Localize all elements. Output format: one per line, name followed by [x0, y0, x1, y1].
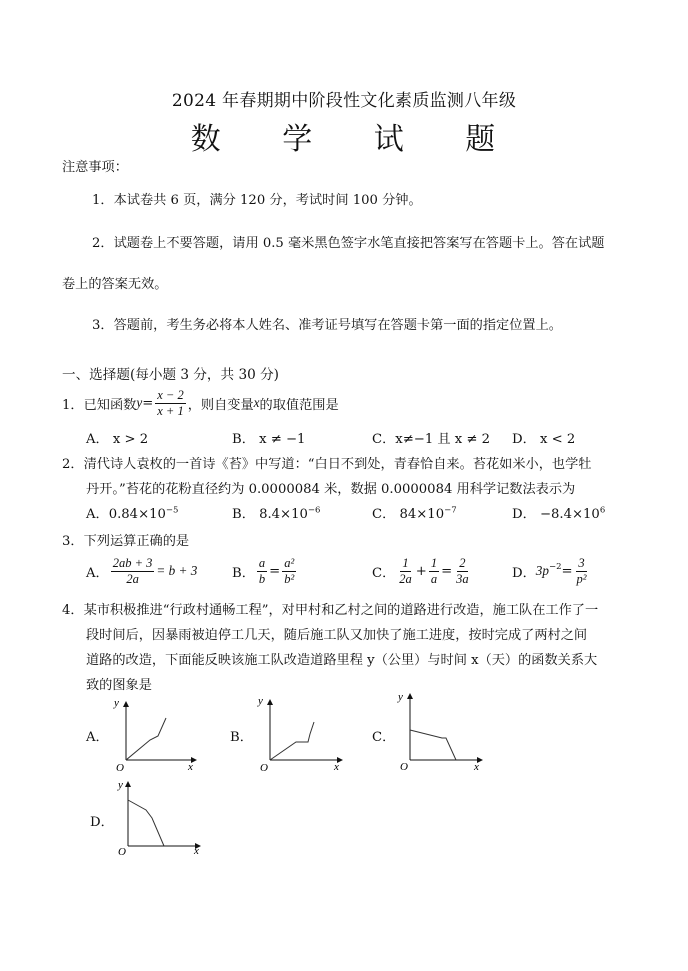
function-curve — [128, 800, 164, 846]
question-1-option-c: C．x≠−1 且 x ≠ 2 — [372, 432, 491, 447]
notice-heading: 注意事项： — [62, 160, 128, 175]
graph-d — [112, 778, 204, 858]
question-2-line-2: 丹开。”苔花的花粉直径约为 0.0000084 米，数据 0.0000084 用科学记数法表示为 — [86, 482, 576, 497]
function-curve — [126, 718, 166, 760]
graph-a-label: A． — [86, 730, 109, 745]
question-1-option-b: B． x ≠ −1 — [232, 432, 306, 447]
question-2-line-1: 2．清代诗人袁枚的一首诗《苔》中写道：“白日不到处，青春恰自来。苔花如米小，也学牡 — [62, 457, 592, 472]
fraction-denominator: x + 1 — [157, 403, 184, 418]
question-2-option-c: C． $84\times 10^{-7}$ — [372, 505, 457, 522]
y-axis-label: y — [258, 696, 263, 707]
function-curve — [410, 730, 456, 760]
x-axis-label: x — [188, 761, 193, 772]
question-1-number: 1． — [62, 397, 84, 413]
graph-c — [394, 690, 486, 772]
function-variable-y: y — [136, 395, 143, 410]
origin-label: O — [400, 761, 408, 772]
graph-b-label: B． — [230, 730, 253, 745]
notice-item-2-line-1: 2．试题卷上不要答题，请用 0.5 毫米黑色签字水笔直接把答案写在答题卡上。答在试题 — [92, 236, 605, 251]
notice-item-3: 3．答题前，考生务必将本人姓名、准考证号填写在答题卡第一面的指定位置上。 — [92, 318, 562, 333]
y-axis-label: y — [114, 697, 119, 709]
function-fraction — [155, 388, 185, 418]
question-2-option-a: A．$0.84\times 10^{-5}$ — [86, 505, 179, 522]
function-curve — [270, 722, 314, 760]
x-axis-label: x — [194, 845, 199, 857]
x-axis-label: x — [474, 761, 479, 772]
question-4-line-1: 4．某市积极推进“行政村通畅工程”，对甲村和乙村之间的道路进行改造，施工队在工作了一 — [62, 603, 599, 618]
y-axis-label: y — [398, 691, 403, 703]
equals-sign: = — [142, 395, 154, 411]
question-4-line-4: 致的图象是 — [86, 678, 152, 693]
question-3-option-a: A． $\frac{2ab + 3}{2a}$ = b + 3 — [86, 556, 198, 586]
y-axis-label: y — [118, 779, 123, 791]
question-4-line-2: 段时间后，因暴雨被迫停工几天，随后施工队又加快了施工进度，按时完成了两村之间 — [86, 628, 588, 643]
question-1-suffix-b: 的取值范围是 — [259, 397, 339, 413]
graph-c-label: C． — [372, 730, 396, 745]
question-1-prefix: 已知函数 — [83, 397, 137, 413]
origin-label: O — [118, 846, 126, 858]
x-axis-label: x — [334, 761, 339, 772]
graph-d-label: D． — [90, 815, 114, 830]
subject-title: 数 学 试 题 — [190, 122, 522, 157]
section-1-heading: 一、选择题(每小题 3 分，共 30 分) — [62, 367, 279, 383]
question-3-option-d: D． 3p $^{-2}$ = $\frac{3}{\text{p²}}$ — [512, 556, 587, 586]
origin-label: O — [116, 762, 124, 772]
question-1-suffix-a: ，则自变量 — [187, 397, 254, 413]
exam-title: 2024 年春期期中阶段性文化素质监测八年级 — [171, 91, 517, 111]
question-4-line-3: 道路的改造，下面能反映该施工队改造道路里程 y（公里）与时间 x（天）的函数关系大 — [86, 653, 598, 668]
notice-item-2-line-2: 卷上的答案无效。 — [62, 277, 168, 292]
fraction-numerator: x − 2 — [157, 388, 184, 403]
question-3-stem: 3．下列运算正确的是 — [62, 534, 190, 549]
origin-label: O — [260, 762, 268, 772]
independent-variable-x: x — [253, 395, 260, 410]
question-1-option-d: D． x < 2 — [512, 432, 576, 447]
question-2-option-b: B． $8.4\times 10^{-6}$ — [232, 505, 321, 522]
graph-a — [110, 696, 200, 772]
notice-item-1: 1．本试卷共 6 页，满分 120 分，考试时间 100 分钟。 — [92, 193, 422, 208]
question-3-option-c: C． $\frac{1}{2a}$ + $\frac{1}{a}$ = $\frac{2}{3a}$ — [372, 556, 469, 586]
question-1-stem — [62, 384, 339, 422]
question-2-option-d: D． $-8.4\times 10^6$ — [512, 505, 606, 522]
question-3-option-b: B． $\frac{a}{b}$ = $\frac{\text{a²}}{\text{b²}}$ — [232, 556, 295, 586]
question-1-option-a: A． x > 2 — [86, 432, 149, 447]
graph-b — [254, 696, 346, 772]
